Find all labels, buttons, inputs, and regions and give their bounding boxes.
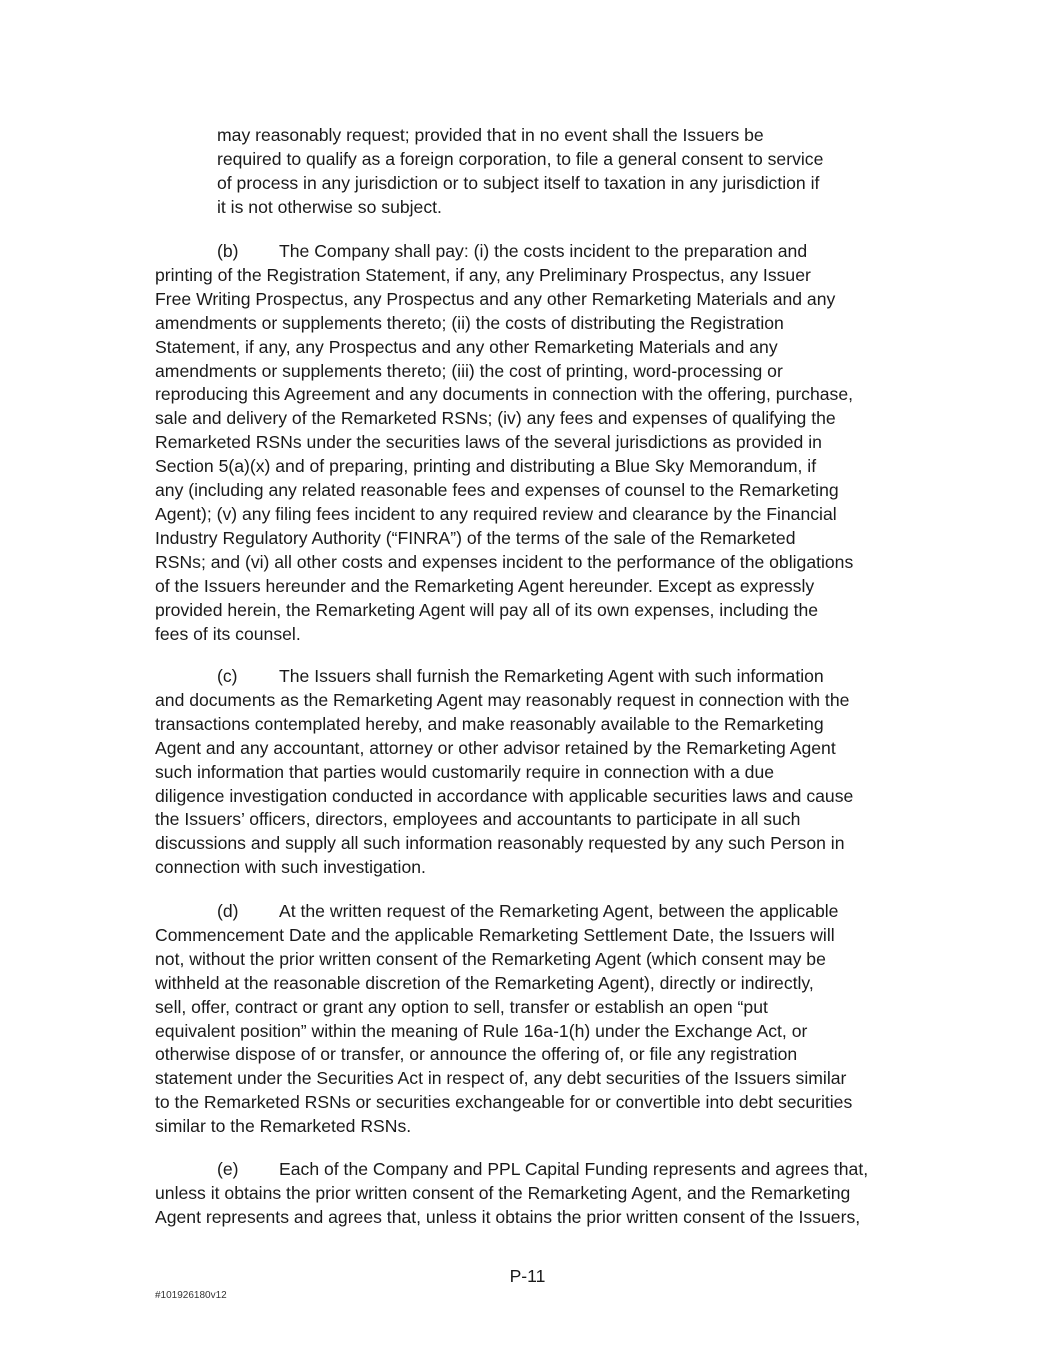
- text-line: Industry Regulatory Authority (“FINRA”) of the terms of the sale of the Remarketed: [155, 527, 796, 548]
- text-line: to the Remarketed RSNs or securities exchangeable for or convertible into debt securities: [155, 1092, 853, 1113]
- paragraph-c: [155, 665, 853, 880]
- text-line: Section 5(a)(x) and of preparing, printing and distributing a Blue Sky Memorandum, if: [155, 456, 817, 477]
- text-line: and documents as the Remarketing Agent may reasonably request in connection with the: [155, 689, 850, 710]
- paragraph-marker: (c): [217, 666, 238, 686]
- paragraph-marker: (d): [217, 901, 239, 921]
- paragraph-marker: (b): [217, 241, 239, 261]
- document-id: #101926180v12: [155, 1290, 227, 1301]
- text-line: it is not otherwise so subject.: [217, 196, 442, 217]
- paragraph-marker: (e): [217, 1159, 239, 1179]
- text-line: amendments or supplements thereto; (ii) the costs of distributing the Registration: [155, 312, 784, 333]
- text-line: statement under the Securities Act in respect of, any debt securities of the Issuers similar: [155, 1068, 847, 1089]
- text-line: not, without the prior written consent of the Remarketing Agent (which consent may be: [155, 948, 826, 969]
- text-line: connection with such investigation.: [155, 857, 426, 878]
- text-line: diligence investigation conducted in accordance with applicable securities laws and cause: [155, 785, 854, 806]
- text-line: [155, 665, 853, 689]
- text-line: Agent); (v) any filing fees incident to any required review and clearance by the Financial: [155, 503, 837, 524]
- text-line: unless it obtains the prior written consent of the Remarketing Agent, and the Remarketing: [155, 1182, 851, 1203]
- text-line: of process in any jurisdiction or to subject itself to taxation in any jurisdiction if: [217, 172, 820, 193]
- text-line: amendments or supplements thereto; (iii) the cost of printing, word-processing or: [155, 360, 783, 381]
- text-line: provided herein, the Remarketing Agent will pay all of its own expenses, including the: [155, 599, 819, 620]
- text-line: reproducing this Agreement and any documents in connection with the offering, purchase,: [155, 384, 853, 405]
- text-span: Each of the Company and PPL Capital Funding represents and agrees that,: [279, 1159, 869, 1179]
- paragraph-b: [155, 240, 853, 646]
- text-line: Remarketed RSNs under the securities laws of the several jurisdictions as provided in: [155, 432, 822, 453]
- text-line: Agent and any accountant, attorney or other advisor retained by the Remarketing Agent: [155, 737, 836, 758]
- text-line: fees of its counsel.: [155, 623, 301, 644]
- text-line: [155, 240, 853, 264]
- text-line: printing of the Registration Statement, if any, any Preliminary Prospectus, any Issuer: [155, 264, 811, 285]
- text-line: discussions and supply all such information reasonably requested by any such Person in: [155, 833, 845, 854]
- text-line: such information that parties would customarily require in connection with a due: [155, 761, 775, 782]
- text-line: transactions contemplated hereby, and make reasonably available to the Remarketing: [155, 713, 824, 734]
- text-span: At the written request of the Remarketing Agent, between the applicable: [279, 901, 839, 921]
- text-line: required to qualify as a foreign corporation, to file a general consent to service: [217, 148, 824, 169]
- text-line: of the Issuers hereunder and the Remarketing Agent hereunder. Except as expressly: [155, 575, 815, 596]
- text-line: Statement, if any, any Prospectus and any other Remarketing Materials and any: [155, 336, 778, 357]
- page-number: P-11: [509, 1266, 546, 1286]
- text-line: Commencement Date and the applicable Remarketing Settlement Date, the Issuers will: [155, 924, 835, 945]
- text-line: sell, offer, contract or grant any option to sell, transfer or establish an open “put: [155, 996, 768, 1017]
- text-line: Agent represents and agrees that, unless it obtains the prior written consent of the Issuers,: [155, 1206, 861, 1227]
- text-line: RSNs; and (vi) all other costs and expenses incident to the performance of the obligations: [155, 551, 854, 572]
- text-line: equivalent position” within the meaning of Rule 16a-1(h) under the Exchange Act, or: [155, 1020, 808, 1041]
- text-line: [155, 1158, 868, 1182]
- text-line: sale and delivery of the Remarketed RSNs; (iv) any fees and expenses of qualifying the: [155, 408, 836, 429]
- text-line: Free Writing Prospectus, any Prospectus and any other Remarketing Materials and any: [155, 288, 836, 309]
- paragraph-d: [155, 900, 852, 1139]
- text-line: otherwise dispose of or transfer, or announce the offering of, or file any registration: [155, 1044, 798, 1065]
- text-line: any (including any related reasonable fees and expenses of counsel to the Remarketing: [155, 480, 839, 501]
- text-line: similar to the Remarketed RSNs.: [155, 1116, 412, 1137]
- paragraph-e: [155, 1158, 868, 1230]
- text-line: [155, 900, 852, 924]
- text-line: may reasonably request; provided that in no event shall the Issuers be: [217, 125, 764, 145]
- text-span: The Issuers shall furnish the Remarketing Agent with such information: [279, 666, 824, 686]
- text-line: withheld at the reasonable discretion of the Remarketing Agent), directly or indirectly,: [155, 972, 814, 993]
- text-span: The Company shall pay: (i) the costs incident to the preparation and: [279, 241, 808, 261]
- paragraph-a-continuation: [217, 124, 823, 220]
- text-line: the Issuers’ officers, directors, employees and accountants to participate in all such: [155, 809, 801, 830]
